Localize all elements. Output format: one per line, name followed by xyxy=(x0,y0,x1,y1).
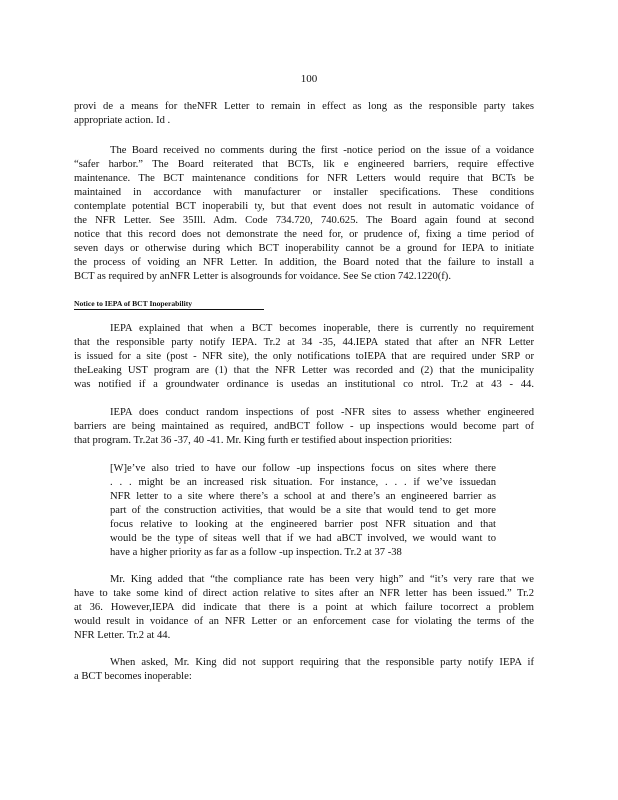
text-line: seven days or otherwise during which BCT inoperability cannot be a ground for IEPA to initiate xyxy=(74,243,534,254)
text-line: IEPA does conduct random inspections of post -NFR sites to assess whether engineered xyxy=(110,407,534,418)
paragraph-board-comments xyxy=(74,144,534,284)
text-line: appropriate action. Id . xyxy=(74,115,171,126)
quote-line: [W]e’ve also tried to have our follow -up inspections focus on sites where there xyxy=(110,463,496,474)
section-heading: Notice to IEPA of BCT Inoperability xyxy=(74,299,264,310)
text-line: the process of voiding an NFR Letter. In addition, the Board noted that the failure to install a xyxy=(74,257,534,268)
text-line: The Board received no comments during the first -notice period on the issue of a voidance xyxy=(110,145,534,156)
quote-line: part of the construction activities, that would be a site that would tend to get more xyxy=(110,505,496,516)
quote-line: would be the type of siteas well that if we had aBCT involved, we would want to xyxy=(110,533,496,544)
text-line: contemplate potential BCT inoperabili ty, but that event does not result in automatic voidance of xyxy=(74,201,534,212)
text-line: NFR Letter. Tr.2 at 44. xyxy=(74,630,171,641)
text-line: Mr. King added that “the compliance rate has been very high” and “it’s very rare that we xyxy=(110,574,534,585)
block-quote xyxy=(110,462,496,560)
quote-line: . . . might be an increased risk situation. For instance, . . . if we’ve issuedan xyxy=(110,477,496,488)
quote-line: NFR letter to a site where there’s a school at and there’s an engineered barrier as xyxy=(110,491,496,502)
paragraph-iepa-explained xyxy=(74,322,534,392)
text-line: is issued for a site (post - NFR site), the only notifications toIEPA that are required under SRP or xyxy=(74,351,534,362)
page-number: 100 xyxy=(300,73,318,85)
text-line: at 36. However,IEPA did indicate that there is a point at which failure tocorrect a problem xyxy=(74,602,534,613)
text-line: was notified if a groundwater ordinance is usedas an institutional co ntrol. Tr.2 at 43 - 44. xyxy=(74,379,534,390)
quote-line: focus relative to looking at the engineered barrier post NFR situation and that xyxy=(110,519,496,530)
text-line: a BCT becomes inoperable: xyxy=(74,671,192,682)
text-line: that program. Tr.2at 36 -37, 40 -41. Mr. King furth er testified about inspection priorities: xyxy=(74,435,453,446)
text-line: “safer harbor.” The Board reiterated that BCTs, lik e engineered barriers, require effective xyxy=(74,159,534,170)
paragraph-when-asked xyxy=(74,656,534,684)
text-line: provi de a means for theNFR Letter to remain in effect as long as the responsible party takes xyxy=(74,101,534,112)
paragraph-random-inspections xyxy=(74,406,534,448)
text-line: notice that this record does not demonstrate the need for, or prudence of, fixing a time period of xyxy=(74,229,534,240)
text-line: would result in voidance of an NFR Letter or an enforcement case for violating the terms of the xyxy=(74,616,534,627)
text-line: the NFR Letter. See 35Ill. Adm. Code 734.720, 740.625. The Board again found at second xyxy=(74,215,534,226)
text-line: maintenance. The BCT maintenance conditions for NFR Letters would require that BCTs be xyxy=(74,173,534,184)
text-line: theLeaking UST program are (1) that the NFR Letter was recorded and (2) that the municipality xyxy=(74,365,534,376)
paragraph-safer-harbor-end xyxy=(74,100,534,128)
paragraph-king-added xyxy=(74,573,534,643)
text-line: maintained in accordance with manufacturer or installer specifications. These conditions xyxy=(74,187,534,198)
quote-line: have a higher priority as far as a follow -up inspection. Tr.2 at 37 -38 xyxy=(110,547,402,558)
text-line: BCT as required by anNFR Letter is alsogrounds for voidance. See Se ction 742.1220(f). xyxy=(74,271,451,282)
text-line: When asked, Mr. King did not support requiring that the responsible party notify IEPA if xyxy=(110,657,534,668)
text-line: IEPA explained that when a BCT becomes inoperable, there is currently no requirement xyxy=(110,323,534,334)
text-line: have to take some kind of direct action relative to sites after an NFR letter has been issued.” Tr.2 xyxy=(74,588,534,599)
text-line: barriers are being maintained as required, andBCT follow - up inspections would become part of xyxy=(74,421,534,432)
text-line: that the responsible party notify IEPA. Tr.2 at 34 -35, 44.IEPA stated that after an NFR Letter xyxy=(74,337,534,348)
